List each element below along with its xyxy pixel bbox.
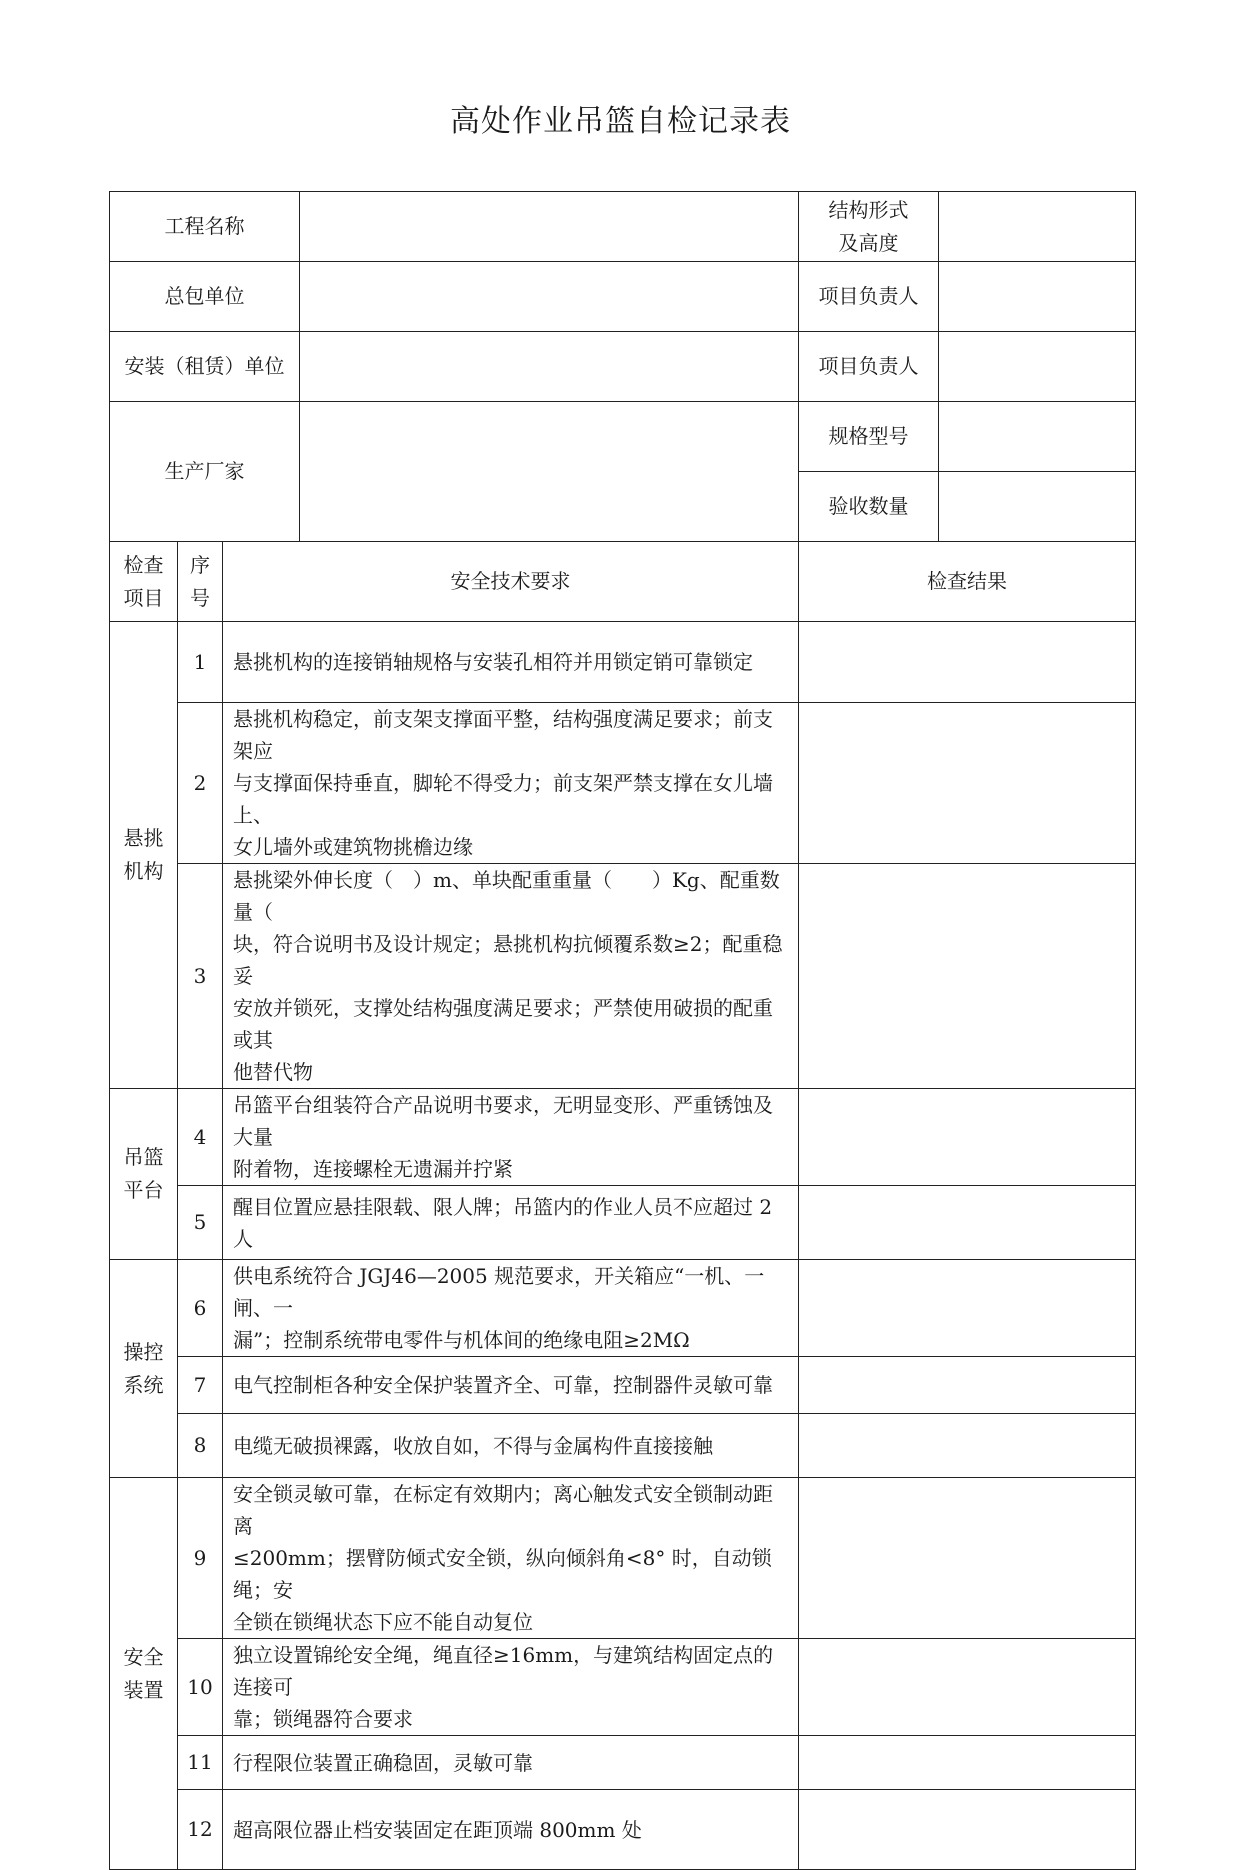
requirement-line: 悬挑机构的连接销轴规格与安装孔相符并用锁定销可靠锁定 (233, 650, 753, 674)
item-requirement (223, 622, 799, 703)
item-result[interactable] (799, 703, 1136, 864)
header-category (110, 542, 178, 622)
requirement-line: 悬挑梁外伸长度（ ）m、单块配重重量（ ）Kg、配重数量（ (233, 868, 780, 924)
item-result[interactable] (799, 1089, 1136, 1186)
structure-type-line-1: 结构形式 (828, 197, 909, 222)
group-platform (110, 1089, 178, 1260)
item-requirement (223, 1357, 799, 1414)
structure-type-value[interactable] (939, 192, 1136, 262)
install-unit-value[interactable] (300, 332, 799, 402)
requirement-line: 供电系统符合 JGJ46—2005 规范要求，开关箱应“一机、一闸、一 (233, 1264, 765, 1320)
item-requirement (223, 1639, 799, 1736)
group-safety (110, 1478, 178, 1870)
item-requirement (223, 1414, 799, 1478)
requirement-line: 安放并锁死，支撑处结构强度满足要求；严禁使用破损的配重或其 (233, 996, 773, 1052)
requirement-line: 与支撑面保持垂直，脚轮不得受力；前支架严禁支撑在女儿墙上、 (233, 771, 773, 827)
header-seq-line-1: 序 (190, 552, 210, 577)
item-no: 3 (178, 864, 223, 1089)
table-row (110, 1414, 1136, 1478)
header-category-line-1: 检查 (123, 552, 164, 577)
item-requirement (223, 1736, 799, 1790)
item-no: 4 (178, 1089, 223, 1186)
item-no: 2 (178, 703, 223, 864)
item-result[interactable] (799, 1186, 1136, 1260)
requirement-line: 靠；锁绳器符合要求 (233, 1707, 413, 1731)
requirement-line: ≤200mm；摆臂防倾式安全锁，纵向倾斜角<8° 时，自动锁绳；安 (233, 1546, 772, 1602)
table-row (110, 1357, 1136, 1414)
header-result: 检查结果 (799, 542, 1136, 622)
header-category-line-2: 项目 (123, 585, 164, 610)
item-result[interactable] (799, 1414, 1136, 1478)
info-row-install (110, 332, 1136, 402)
requirement-line: 独立设置锦纶安全绳，绳直径≥16mm，与建筑结构固定点的连接可 (233, 1643, 774, 1699)
table-row (110, 1478, 1136, 1639)
group-name-line-2: 机构 (123, 859, 164, 883)
info-row-manufacturer (110, 402, 1136, 472)
table-header-row (110, 542, 1136, 622)
item-requirement (223, 1790, 799, 1870)
accept-qty-label: 验收数量 (799, 472, 939, 542)
group-name-line-2: 平台 (123, 1178, 164, 1202)
item-no: 10 (178, 1639, 223, 1736)
item-result[interactable] (799, 1639, 1136, 1736)
item-requirement (223, 1089, 799, 1186)
project-name-label: 工程名称 (110, 192, 300, 262)
manufacturer-value[interactable] (300, 402, 799, 542)
table-row (110, 1736, 1136, 1790)
requirement-line: 全锁在锁绳状态下应不能自动复位 (233, 1610, 533, 1634)
requirement-line: 附着物，连接螺栓无遗漏并拧紧 (233, 1157, 513, 1181)
item-result[interactable] (799, 1790, 1136, 1870)
item-no: 11 (178, 1736, 223, 1790)
requirement-line: 超高限位器止档安装固定在距顶端 800mm 处 (233, 1817, 642, 1842)
group-name-line-1: 安全 (123, 1644, 164, 1669)
item-no: 8 (178, 1414, 223, 1478)
table-row (110, 1186, 1136, 1260)
group-name-line-2: 装置 (123, 1677, 164, 1702)
header-seq (178, 542, 223, 622)
structure-type-line-2: 及高度 (838, 230, 899, 255)
table-row (110, 864, 1136, 1089)
item-no: 9 (178, 1478, 223, 1639)
info-row-project (110, 192, 1136, 262)
requirement-line: 块，符合说明书及设计规定；悬挑机构抗倾覆系数≥2；配重稳妥 (233, 932, 783, 988)
project-manager-label-1: 项目负责人 (799, 262, 939, 332)
table-row (110, 703, 1136, 864)
item-no: 12 (178, 1790, 223, 1870)
header-requirement: 安全技术要求 (223, 542, 799, 622)
requirement-line: 安全锁灵敏可靠，在标定有效期内；离心触发式安全锁制动距离 (233, 1482, 773, 1538)
general-contractor-value[interactable] (300, 262, 799, 332)
table-row (110, 1790, 1136, 1870)
general-contractor-label: 总包单位 (110, 262, 300, 332)
requirement-line: 吊篮平台组装符合产品说明书要求，无明显变形、严重锈蚀及大量 (233, 1093, 773, 1149)
group-cantilever (110, 622, 178, 1089)
group-name-line-1: 吊篮 (123, 1145, 164, 1169)
project-manager-value-1[interactable] (939, 262, 1136, 332)
item-no: 5 (178, 1186, 223, 1260)
item-no: 7 (178, 1357, 223, 1414)
table-row (110, 1639, 1136, 1736)
requirement-line: 女儿墙外或建筑物挑檐边缘 (233, 835, 473, 859)
item-result[interactable] (799, 1357, 1136, 1414)
item-requirement (223, 1186, 799, 1260)
item-requirement (223, 1260, 799, 1357)
info-row-contractor (110, 262, 1136, 332)
item-no: 6 (178, 1260, 223, 1357)
item-result[interactable] (799, 1478, 1136, 1639)
requirement-line: 行程限位装置正确稳固，灵敏可靠 (233, 1750, 533, 1775)
requirement-line: 他替代物 (233, 1060, 313, 1084)
table-row (110, 1089, 1136, 1186)
item-result[interactable] (799, 622, 1136, 703)
item-requirement (223, 864, 799, 1089)
item-result[interactable] (799, 1260, 1136, 1357)
page-title: 高处作业吊篮自检记录表 (450, 104, 791, 139)
accept-qty-value[interactable] (939, 472, 1136, 542)
group-name-line-1: 操控 (123, 1339, 164, 1364)
project-manager-label-2: 项目负责人 (799, 332, 939, 402)
requirement-line: 醒目位置应悬挂限载、限人牌；吊篮内的作业人员不应超过 2 人 (233, 1194, 773, 1251)
item-result[interactable] (799, 1736, 1136, 1790)
group-name-line-2: 系统 (123, 1372, 164, 1397)
item-requirement (223, 1478, 799, 1639)
item-no: 1 (178, 622, 223, 703)
manufacturer-label: 生产厂家 (110, 402, 300, 542)
group-control (110, 1260, 178, 1478)
table-row (110, 622, 1136, 703)
inspection-table (109, 191, 1136, 1870)
table-row (110, 1260, 1136, 1357)
structure-type-label (799, 192, 939, 262)
header-seq-line-2: 号 (190, 585, 210, 610)
item-result[interactable] (799, 864, 1136, 1089)
requirement-line: 悬挑机构稳定，前支架支撑面平整，结构强度满足要求；前支架应 (233, 707, 773, 763)
model-value[interactable] (939, 402, 1136, 472)
requirement-line: 电缆无破损裸露，收放自如，不得与金属构件直接接触 (233, 1433, 713, 1458)
group-name-line-1: 悬挑 (123, 826, 164, 850)
install-unit-label: 安装（租赁）单位 (110, 332, 300, 402)
project-name-value[interactable] (300, 192, 799, 262)
requirement-line: 电气控制柜各种安全保护装置齐全、可靠，控制器件灵敏可靠 (233, 1373, 773, 1397)
project-manager-value-2[interactable] (939, 332, 1136, 402)
model-label: 规格型号 (799, 402, 939, 472)
item-requirement (223, 703, 799, 864)
requirement-line: 漏”；控制系统带电零件与机体间的绝缘电阻≥2MΩ (233, 1328, 690, 1352)
